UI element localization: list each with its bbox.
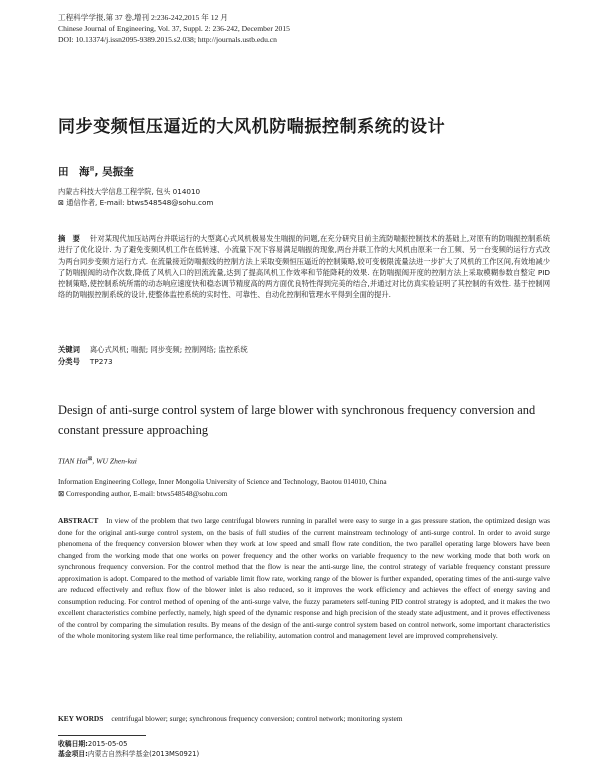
keywords-cn-label: 关键词: [58, 345, 80, 354]
corresponding-mark-icon: ⊠: [89, 165, 95, 173]
keywords-en-text: centrifugal blower; surge; synchronous frequency conversion; control network; monitoring system: [111, 714, 403, 723]
received-label: 收稿日期:: [58, 740, 88, 748]
journal-header-en: Chinese Journal of Engineering, Vol. 37, Suppl. 2: 236-242, December 2015: [58, 24, 290, 34]
authors-cn: [58, 164, 134, 179]
affiliation-cn: 内蒙古科技大学信息工程学院, 包头 014010: [58, 187, 201, 196]
keywords-cn-text: 离心式风机; 喘振; 同步变频; 控制网络; 监控系统: [89, 345, 248, 354]
abstract-cn: [58, 233, 550, 301]
fund-label: 基金项目:: [58, 750, 88, 758]
abstract-en-label: ABSTRACT: [58, 516, 99, 525]
authors-en: [58, 456, 137, 466]
classification-cn-label: 分类号: [58, 357, 80, 366]
title-cn: 同步变频恒压逼近的大风机防喘振控制系统的设计: [58, 117, 446, 137]
classification-cn-text: TP273: [89, 357, 113, 366]
corresponding-email-en: ⊠ Corresponding author, E-mail: btws548548@sohu.com: [58, 489, 228, 498]
footnote-divider: [58, 735, 146, 736]
abstract-cn-text: 针对某现代加压站两台并联运行的大型离心式风机极易发生喘振的问题,在充分研究目前主流防喘振控制技术的基础上,对原有的防喘振控制系统进行了优化设计. 为了避免变频风机工作在低转速、小流量下况下容易满足喘振的现象,两台并联工作的大风机由原来一台工频、另一台变频的运行方式改为两台同步变频方运行方式. 在流量接近防喘振线的控制方法上采取变频恒压逼近的控制策略,较可变极限流量法进一步扩大了风机的工作区间,有效地减少了防喘振阀的动作次数,降低了风机入口的回流流量,达到了提高风机工作效率和节能降耗的效果. 在防喘振阀开度的控制方法上采取模糊参数自整定 PID 控制策略,使控制系统所需的动态响应速度快和稳态调节精度高的两方面优良特性得到完美的结合,并通过对比仿真实验证明了其控制的有效性. 基于控制网络的防喘振控制系统的设计,使整体监控系统的实时性、可靠性、自动化控制和管理水平得到全面的提升.: [58, 234, 550, 300]
title-en: Design of anti-surge control system of large blower with synchronous frequency conversion and constant pressure approaching: [58, 403, 536, 437]
fund-value: 内蒙古自然科学基金(2013MS0921): [87, 750, 200, 758]
journal-doi: DOI: 10.13374/j.issn2095-9389.2015.s2.038; http://journals.ustb.edu.cn: [58, 35, 277, 45]
author-2-en: , WU Zhen-kui: [92, 456, 137, 466]
journal-header-cn: 工程科学学报,第 37 卷,增刊 2:236-242,2015 年 12 月: [58, 13, 228, 22]
received-value: 2015-05-05: [87, 740, 128, 748]
author-1-en: TIAN Hai: [58, 456, 88, 466]
keywords-cn: [58, 344, 248, 355]
author-1-cn: 田 海: [58, 166, 90, 178]
footnote: [58, 739, 199, 759]
abstract-en: [58, 515, 550, 642]
corresponding-email-cn: ⊠ 通信作者, E-mail: btws548548@sohu.com: [58, 198, 214, 207]
abstract-en-text: In view of the problem that two large centrifugal blowers running in parallel were easy to surge in a gas pressure station, the optimized design was done for the original anti-surge control system, on the basis of full studies of the current mainstream technology of anti-surge control. In order to avoid surge phenomena of the frequency conversion blower when they work at low speed and small flow rate condition, the two parallel operating large blowers have been changed from the working mode that one works on power frequency and the other works on variable frequency to the new working mode that both work on synchronous frequency conversion. For the control method that the flow is near the anti-surge line, the control strategy of variable frequency constant pressure approximation is adopt. Compared to the method of variable limit flow rate, working range of the blower is further expanded, operating times of the anti-surge valve are reduced effectively and reflux flow of the blower inlet is also reduced, so it improves the work efficiency and achieves the effect of energy saving and consumption reducing. For control method of opening of the anti-surge valve, the fuzzy parameters self-tuning PID control strategy is adopted, and it makes the two excellent characteristics combine perfectly, namely, high speed of the dynamic response and high precision of the steady state adjustment, and it proves effectiveness of the control by comparing the simulation results. By means of the design of the anti-surge control system based on control network, some important characteristics of the whole monitoring system like real time performance, the reliability, automation control and management level are improved comprehensively.: [58, 516, 550, 640]
author-2-cn: , 吴振奎: [94, 166, 134, 178]
journal-header: [58, 12, 290, 46]
classification-cn: [58, 356, 113, 367]
fund-info: [58, 749, 199, 759]
corresponding-mark-en-icon: ⊠: [87, 456, 93, 462]
abstract-cn-label: 摘 要: [58, 234, 81, 243]
received-date: [58, 739, 199, 749]
keywords-en: [58, 714, 403, 723]
affiliation-en: Information Engineering College, Inner Mongolia University of Science and Technology, Baotou 014010, China: [58, 477, 387, 486]
keywords-en-label: KEY WORDS: [58, 714, 104, 723]
